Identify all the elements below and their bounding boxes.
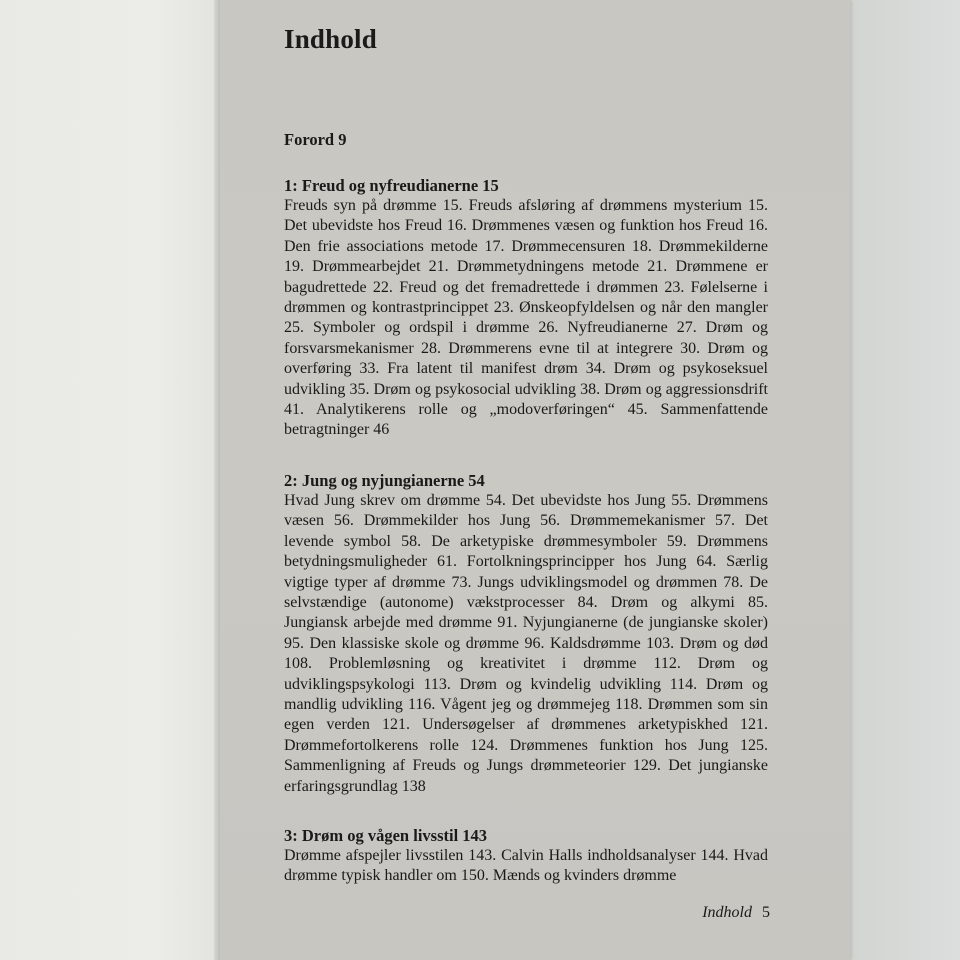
chapter-heading: 1: Freud og nyfreudianerne 15 [284,176,499,195]
page-title: Indhold [284,24,377,54]
background-surface [845,0,960,960]
page-footer [702,904,770,922]
running-footer-label: Indhold [702,904,752,921]
chapter-contents: Drømme afspejler livsstilen 143. Calvin Halls indholdsanalyser 144. Hvad drømme typisk handler om 150. Mænds og kvinders drømme [284,847,768,885]
chapter-contents: Hvad Jung skrev om drømme 54. Det ubevidste hos Jung 55. Drømmens væsen 56. Drømmekilder hos Jung 56. Drømmemekanismer 57. Det levende symbol 58. De arketypiske drømmesymboler 59. Drømmens betydningsmuligheder 61. Fortolkningsprincipper hos Jung 64. Særlig vigtige typer af drømme 73. Jungs udviklingsmodel og drømmen 78. De selvstændige (autonome) vækstprocesser 84. Drøm og alkymi 85. Jungiansk arbejde med drømme 91. Nyjungianerne (de jungianske skoler) 95. Den klassiske skole og drømme 96. Kaldsdrømme 103. Drøm og død 108. Problemløsning og kreativitet i drømme 112. Drøm og udviklingspsykologi 113. Drøm og kvindelig udvikling 114. Drøm og mandlig udvikling 116. Vågent jeg og drømmejeg 118. Drømmen som sin egen verden 121. Undersøgelser af drømmenes arketypiskhed 121. Drømmefortolkerens rolle 124. Drømmenes funktion hos Jung 125. Sammenligning af Freuds og Jungs drømmeteorier 129. Det jungianske erfaringsgrundlag 138 [284,492,768,795]
preface-entry: Forord 9 [284,130,347,149]
chapter-1 [284,176,768,441]
contents-page [220,0,850,960]
chapter-contents: Freuds syn på drømme 15. Freuds afsløring af drømmens mysterium 15. Det ubevidste hos Freud 16. Drømmenes væsen og funktion hos Freud 16. Den frie associations metode 17. Drømmecensuren 18. Drømmekilderne 19. Drømmearbejdet 21. Drømmetydningens metode 21. Drømmene er bagudrettede 22. Freud og det fremadrettede i drømmen 23. Følelserne i drømmen og kontrastprincippet 23. Ønskeopfyldelsen og når den mangler 25. Symboler og ordspil i drømme 26. Nyfreudianerne 27. Drøm og forsvarsmekanismer 28. Drømmerens evne til at integrere 30. Drøm og overføring 33. Fra latent til manifest drøm 34. Drøm og psykoseksuel udvikling 35. Drøm og psykosocial udvikling 38. Drøm og aggressionsdrift 41. Analytikerens rolle og „modoverføringen“ 45. Sammenfattende betragtninger 46 [284,197,768,439]
chapter-2 [284,471,768,797]
left-page [0,0,222,960]
chapter-heading: 2: Jung og nyjungianerne 54 [284,471,485,490]
chapter-heading: 3: Drøm og vågen livsstil 143 [284,826,488,845]
chapter-3 [284,826,768,887]
page-number: 5 [762,904,770,921]
